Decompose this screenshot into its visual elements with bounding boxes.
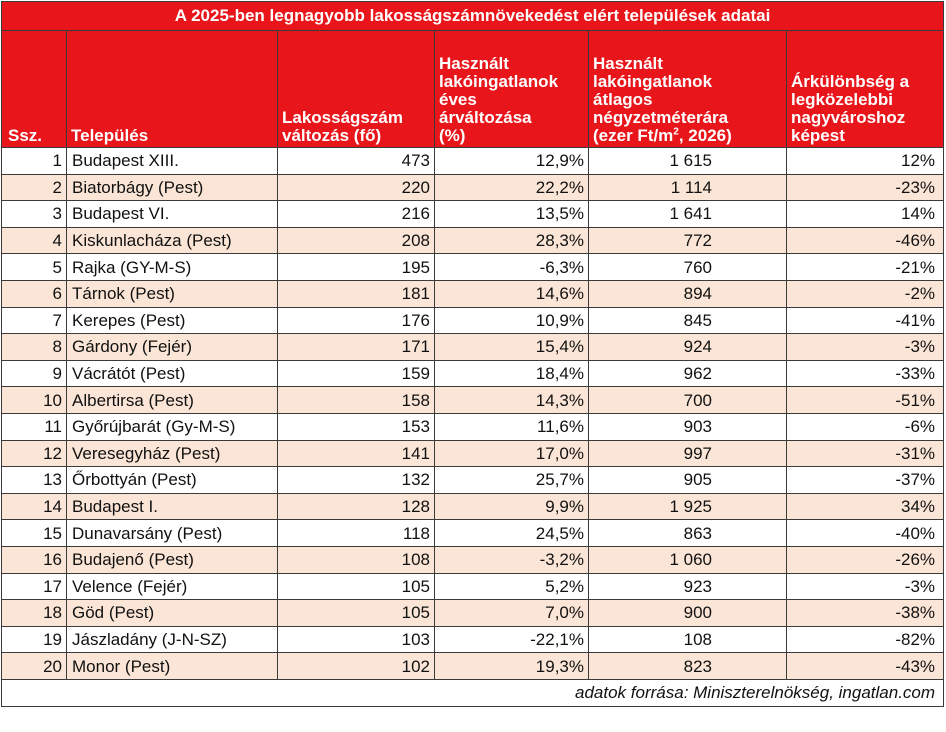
source-row bbox=[2, 679, 944, 706]
cell-negyzetmeterar: 900 bbox=[589, 600, 787, 627]
cell-lakossag-valtozas: 195 bbox=[278, 254, 435, 281]
header-nmar-unit-prefix: (ezer Ft/m bbox=[593, 126, 674, 145]
cell-arvaltozas: 25,7% bbox=[435, 467, 589, 494]
cell-arvaltozas: 28,3% bbox=[435, 227, 589, 254]
cell-ssz: 10 bbox=[2, 387, 67, 414]
header-arkulonbseg-line: Árkülönbség a bbox=[791, 72, 910, 91]
cell-arvaltozas: 12,9% bbox=[435, 148, 589, 175]
table-row bbox=[2, 174, 944, 201]
cell-telepules: Dunavarsány (Pest) bbox=[67, 520, 278, 547]
header-nmar-unit-suffix: , 2026) bbox=[678, 126, 732, 145]
cell-arkulonbseg: -51% bbox=[787, 387, 944, 414]
cell-negyzetmeterar: 845 bbox=[589, 307, 787, 334]
cell-arvaltozas: 17,0% bbox=[435, 440, 589, 467]
cell-telepules: Gárdony (Fejér) bbox=[67, 334, 278, 361]
cell-arkulonbseg: -26% bbox=[787, 546, 944, 573]
header-nmar-unit bbox=[593, 127, 782, 145]
cell-lakossag-valtozas: 141 bbox=[278, 440, 435, 467]
cell-lakossag-valtozas: 158 bbox=[278, 387, 435, 414]
cell-telepules: Vácrátót (Pest) bbox=[67, 360, 278, 387]
cell-telepules: Albertirsa (Pest) bbox=[67, 387, 278, 414]
cell-telepules: Őrbottyán (Pest) bbox=[67, 467, 278, 494]
cell-lakossag-valtozas: 103 bbox=[278, 626, 435, 653]
cell-arkulonbseg: -37% bbox=[787, 467, 944, 494]
cell-ssz: 7 bbox=[2, 307, 67, 334]
table-row bbox=[2, 201, 944, 228]
cell-telepules: Velence (Fejér) bbox=[67, 573, 278, 600]
cell-negyzetmeterar: 772 bbox=[589, 227, 787, 254]
table-body bbox=[2, 148, 944, 680]
table-row bbox=[2, 493, 944, 520]
settlements-table bbox=[1, 1, 944, 707]
header-arkulonbseg-line: nagyvároshoz bbox=[791, 108, 906, 127]
table-row bbox=[2, 520, 944, 547]
cell-negyzetmeterar: 905 bbox=[589, 467, 787, 494]
cell-lakossag-valtozas: 473 bbox=[278, 148, 435, 175]
cell-arvaltozas: 24,5% bbox=[435, 520, 589, 547]
cell-arvaltozas: 22,2% bbox=[435, 174, 589, 201]
cell-arvaltozas: 15,4% bbox=[435, 334, 589, 361]
cell-lakossag-valtozas: 153 bbox=[278, 413, 435, 440]
header-arkulonbseg bbox=[787, 31, 944, 148]
header-arvaltozas-line: árváltozása bbox=[439, 108, 532, 127]
cell-lakossag-valtozas: 176 bbox=[278, 307, 435, 334]
cell-telepules: Tárnok (Pest) bbox=[67, 280, 278, 307]
cell-ssz: 16 bbox=[2, 546, 67, 573]
cell-negyzetmeterar: 962 bbox=[589, 360, 787, 387]
cell-telepules: Jászladány (J-N-SZ) bbox=[67, 626, 278, 653]
cell-arkulonbseg: -31% bbox=[787, 440, 944, 467]
cell-telepules: Monor (Pest) bbox=[67, 653, 278, 680]
cell-arkulonbseg: -3% bbox=[787, 334, 944, 361]
cell-ssz: 12 bbox=[2, 440, 67, 467]
table-row bbox=[2, 546, 944, 573]
cell-lakossag-valtozas: 105 bbox=[278, 573, 435, 600]
cell-arvaltozas: 5,2% bbox=[435, 573, 589, 600]
table-row bbox=[2, 573, 944, 600]
cell-telepules: Göd (Pest) bbox=[67, 600, 278, 627]
header-arkulonbseg-line: legközelebbi bbox=[791, 90, 894, 109]
cell-telepules: Veresegyház (Pest) bbox=[67, 440, 278, 467]
cell-arvaltozas: -3,2% bbox=[435, 546, 589, 573]
cell-lakossag-valtozas: 105 bbox=[278, 600, 435, 627]
cell-arvaltozas: 11,6% bbox=[435, 413, 589, 440]
cell-arvaltozas: -6,3% bbox=[435, 254, 589, 281]
cell-negyzetmeterar: 997 bbox=[589, 440, 787, 467]
cell-arkulonbseg: -82% bbox=[787, 626, 944, 653]
cell-ssz: 13 bbox=[2, 467, 67, 494]
header-nmar-unit-sup: 2 bbox=[673, 126, 679, 138]
table-row bbox=[2, 227, 944, 254]
cell-arkulonbseg: -43% bbox=[787, 653, 944, 680]
cell-arvaltozas: 14,6% bbox=[435, 280, 589, 307]
header-nmar bbox=[589, 31, 787, 148]
table-row bbox=[2, 307, 944, 334]
cell-lakossag-valtozas: 108 bbox=[278, 546, 435, 573]
cell-arvaltozas: 14,3% bbox=[435, 387, 589, 414]
header-lakossag bbox=[278, 31, 435, 148]
title-row bbox=[2, 2, 944, 31]
table-row bbox=[2, 653, 944, 680]
source-note: adatok forrása: Miniszterelnökség, ingatlan.com bbox=[2, 679, 944, 706]
table-row bbox=[2, 280, 944, 307]
cell-arkulonbseg: -3% bbox=[787, 573, 944, 600]
table-row bbox=[2, 360, 944, 387]
cell-arvaltozas: 19,3% bbox=[435, 653, 589, 680]
header-arvaltozas bbox=[435, 31, 589, 148]
cell-ssz: 4 bbox=[2, 227, 67, 254]
header-nmar-line: átlagos bbox=[593, 90, 653, 109]
cell-arkulonbseg: -33% bbox=[787, 360, 944, 387]
table-row bbox=[2, 440, 944, 467]
header-row bbox=[2, 31, 944, 148]
header-nmar-line: négyzetméterára bbox=[593, 108, 729, 127]
table-row bbox=[2, 467, 944, 494]
cell-arkulonbseg: -46% bbox=[787, 227, 944, 254]
cell-negyzetmeterar: 1 114 bbox=[589, 174, 787, 201]
cell-negyzetmeterar: 108 bbox=[589, 626, 787, 653]
cell-arkulonbseg: -38% bbox=[787, 600, 944, 627]
cell-lakossag-valtozas: 220 bbox=[278, 174, 435, 201]
table-row bbox=[2, 334, 944, 361]
cell-negyzetmeterar: 903 bbox=[589, 413, 787, 440]
cell-telepules: Biatorbágy (Pest) bbox=[67, 174, 278, 201]
cell-negyzetmeterar: 923 bbox=[589, 573, 787, 600]
cell-arvaltozas: 10,9% bbox=[435, 307, 589, 334]
cell-ssz: 6 bbox=[2, 280, 67, 307]
cell-ssz: 11 bbox=[2, 413, 67, 440]
table-row bbox=[2, 626, 944, 653]
cell-negyzetmeterar: 700 bbox=[589, 387, 787, 414]
cell-arvaltozas: 13,5% bbox=[435, 201, 589, 228]
header-telepules: Település bbox=[67, 31, 278, 148]
cell-ssz: 19 bbox=[2, 626, 67, 653]
cell-arkulonbseg: -21% bbox=[787, 254, 944, 281]
cell-negyzetmeterar: 924 bbox=[589, 334, 787, 361]
cell-arkulonbseg: -41% bbox=[787, 307, 944, 334]
cell-ssz: 15 bbox=[2, 520, 67, 547]
cell-ssz: 9 bbox=[2, 360, 67, 387]
table-title: A 2025-ben legnagyobb lakosságszámnövekedést elért települések adatai bbox=[2, 2, 944, 31]
cell-negyzetmeterar: 1 060 bbox=[589, 546, 787, 573]
cell-arvaltozas: 18,4% bbox=[435, 360, 589, 387]
header-nmar-line: lakóingatlanok bbox=[593, 72, 713, 91]
cell-lakossag-valtozas: 159 bbox=[278, 360, 435, 387]
cell-ssz: 8 bbox=[2, 334, 67, 361]
table-row bbox=[2, 254, 944, 281]
cell-arkulonbseg: 12% bbox=[787, 148, 944, 175]
header-lakossag-line: Lakosságszám bbox=[282, 108, 403, 127]
cell-negyzetmeterar: 1 615 bbox=[589, 148, 787, 175]
header-arvaltozas-line: lakóingatlanok bbox=[439, 72, 559, 91]
data-table-frame bbox=[1, 1, 943, 707]
header-arvaltozas-line: (%) bbox=[439, 126, 466, 145]
cell-ssz: 17 bbox=[2, 573, 67, 600]
header-nmar-line: Használt bbox=[593, 54, 663, 73]
cell-arvaltozas: 9,9% bbox=[435, 493, 589, 520]
cell-telepules: Rajka (GY-M-S) bbox=[67, 254, 278, 281]
header-arvaltozas-line: Használt bbox=[439, 54, 509, 73]
cell-lakossag-valtozas: 208 bbox=[278, 227, 435, 254]
cell-telepules: Budapest VI. bbox=[67, 201, 278, 228]
cell-lakossag-valtozas: 132 bbox=[278, 467, 435, 494]
cell-arkulonbseg: -2% bbox=[787, 280, 944, 307]
cell-lakossag-valtozas: 181 bbox=[278, 280, 435, 307]
cell-lakossag-valtozas: 102 bbox=[278, 653, 435, 680]
cell-ssz: 20 bbox=[2, 653, 67, 680]
cell-lakossag-valtozas: 128 bbox=[278, 493, 435, 520]
cell-telepules: Budapest XIII. bbox=[67, 148, 278, 175]
cell-telepules: Kiskunlacháza (Pest) bbox=[67, 227, 278, 254]
header-lakossag-line: változás (fő) bbox=[282, 126, 382, 145]
cell-negyzetmeterar: 863 bbox=[589, 520, 787, 547]
table-row bbox=[2, 413, 944, 440]
cell-negyzetmeterar: 823 bbox=[589, 653, 787, 680]
header-ssz: Ssz. bbox=[2, 31, 67, 148]
table-row bbox=[2, 387, 944, 414]
cell-negyzetmeterar: 1 925 bbox=[589, 493, 787, 520]
cell-arkulonbseg: 14% bbox=[787, 201, 944, 228]
header-arkulonbseg-line: képest bbox=[791, 126, 845, 145]
cell-arkulonbseg: -23% bbox=[787, 174, 944, 201]
cell-negyzetmeterar: 1 641 bbox=[589, 201, 787, 228]
cell-ssz: 18 bbox=[2, 600, 67, 627]
table-row bbox=[2, 148, 944, 175]
cell-ssz: 1 bbox=[2, 148, 67, 175]
cell-telepules: Budajenő (Pest) bbox=[67, 546, 278, 573]
cell-lakossag-valtozas: 216 bbox=[278, 201, 435, 228]
cell-negyzetmeterar: 894 bbox=[589, 280, 787, 307]
cell-lakossag-valtozas: 171 bbox=[278, 334, 435, 361]
cell-telepules: Győrújbarát (Gy-M-S) bbox=[67, 413, 278, 440]
cell-arvaltozas: 7,0% bbox=[435, 600, 589, 627]
header-arvaltozas-line: éves bbox=[439, 90, 477, 109]
cell-ssz: 2 bbox=[2, 174, 67, 201]
cell-arvaltozas: -22,1% bbox=[435, 626, 589, 653]
cell-ssz: 3 bbox=[2, 201, 67, 228]
cell-ssz: 5 bbox=[2, 254, 67, 281]
cell-arkulonbseg: -40% bbox=[787, 520, 944, 547]
cell-lakossag-valtozas: 118 bbox=[278, 520, 435, 547]
cell-telepules: Budapest I. bbox=[67, 493, 278, 520]
cell-telepules: Kerepes (Pest) bbox=[67, 307, 278, 334]
cell-arkulonbseg: -6% bbox=[787, 413, 944, 440]
cell-negyzetmeterar: 760 bbox=[589, 254, 787, 281]
cell-arkulonbseg: 34% bbox=[787, 493, 944, 520]
table-row bbox=[2, 600, 944, 627]
cell-ssz: 14 bbox=[2, 493, 67, 520]
